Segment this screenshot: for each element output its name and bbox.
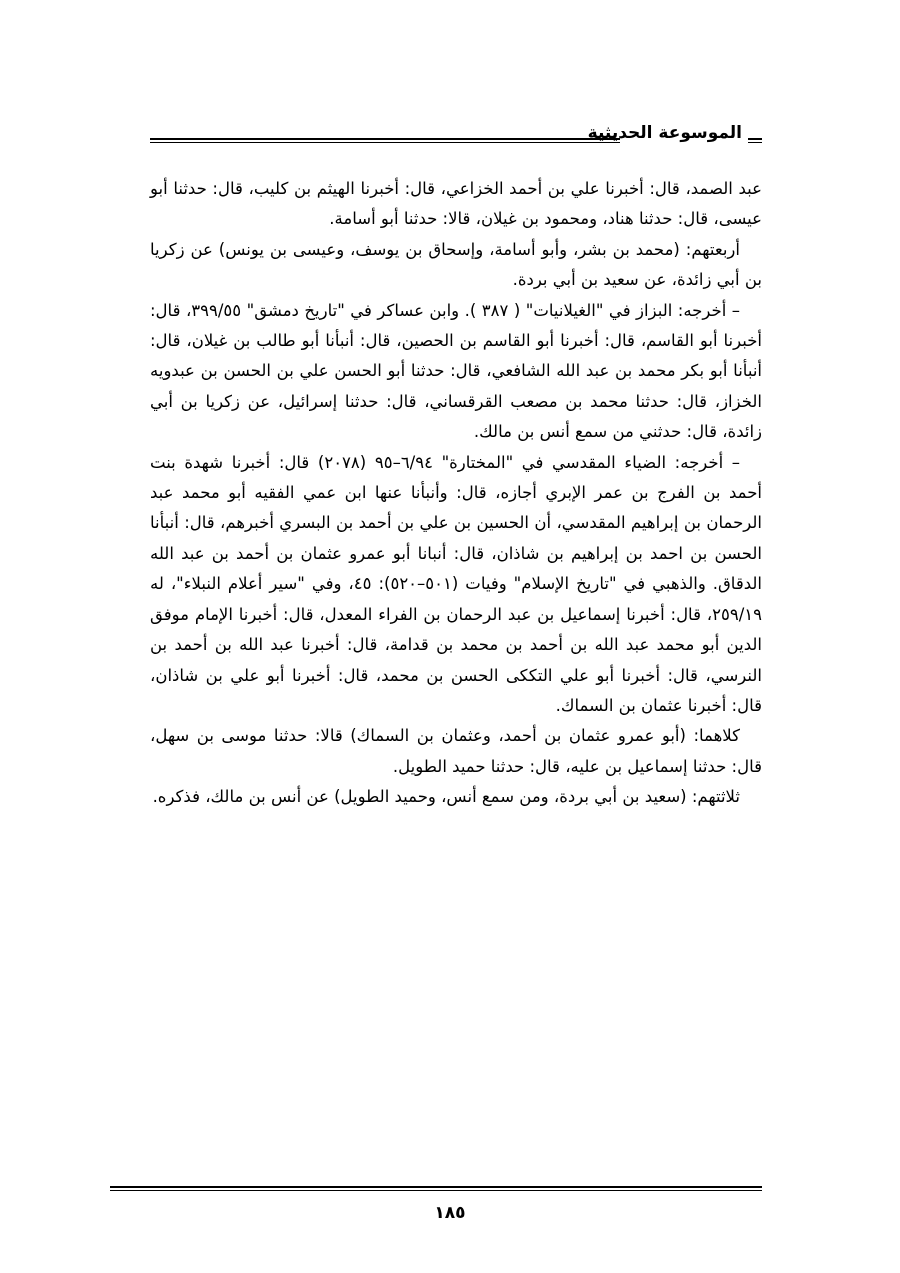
running-title: الموسوعة الحديثية [587,123,742,143]
paragraph-4: – أخرجه: الضياء المقدسي في "المختارة" ٦/٩٤–٩٥ (٢٠٧٨) قال: أخبرنا شهدة بنت أحمد بن الفرج بن عمر الإبري أجازه، قال: وأنبأنا عنها ابن عمي الفقيه أبو محمد عبد الرحمان بن إبراهيم المقدسي، أن الحسين بن علي بن أحمد بن البسري أخبرهم، قال: أنبأنا الحسن بن احمد بن إبراهيم بن شاذان، قال: أنبانا أبو عمرو عثمان بن أحمد بن عبد الله الدقاق. والذهبي في "تاريخ الإسلام" وفيات (٥٠١–٥٢٠): ٤٥، وفي "سير أعلام النبلاء"، له ٢٥٩/١٩، قال: أخبرنا إسماعيل بن عبد الرحمان بن الفراء المعدل، قال: أخبرنا الإمام موفق الدين أبو محمد عبد الله بن أحمد بن محمد بن قدامة، قال: أخبرنا عبد الله بن أحمد بن النرسي، قال: أخبرنا أبو علي التككى الحسن بن محمد، قال: أخبرنا أبو علي بن شاذان، قال: أخبرنا عثمان بن السماك. [150,452,762,715]
body-text [150,174,762,813]
paragraph-3: – أخرجه: البزاز في "الغيلانيات" ( ٣٨٧ ). وابن عساكر في "تاريخ دمشق" ٣٩٩/٥٥، قال: أخبرنا أبو القاسم، قال: أخبرنا أبو القاسم بن الحصين، قال: أنبأنا أبو طالب بن غيلان، قال: أنبأنا أبو بكر محمد بن عبد الله الشافعي، قال: حدثنا أبو الحسن علي بن الحسن بن عبدويه الخزاز، قال: حدثنا محمد بن مصعب القرقساني، قال: حدثنا إسرائيل، عن زكريا بن أبي زائدة، قال: حدثني من سمع أنس بن مالك. [150,300,762,442]
header-rule-short [748,138,762,143]
page-number: ١٨٥ [434,1203,466,1223]
paragraph-1: عبد الصمد، قال: أخبرنا علي بن أحمد الخزاعي، قال: أخبرنا الهيثم بن كليب، قال: حدثنا أبو عيسى، قال: حدثنا هناد، ومحمود بن غيلان، قالا: حدثنا أبو أسامة. [150,179,762,229]
paragraph-2: أربعتهم: (محمد بن بشر، وأبو أسامة، وإسحاق بن يوسف، وعيسى بن يونس) عن زكريا بن أبي زائدة، عن سعيد بن أبي بردة. [150,239,762,290]
paragraph-6: ثلاثتهم: (سعيد بن أبي بردة، ومن سمع أنس، وحميد الطويل) عن أنس بن مالك، فذكره. [152,787,740,807]
header-rule [150,138,620,143]
footer-rule [110,1186,762,1191]
page-header [150,118,762,158]
paragraph-5: كلاهما: (أبو عمرو عثمان بن أحمد، وعثمان بن السماك) قالا: حدثنا موسى بن سهل، قال: حدثنا إسماعيل بن عليه، قال: حدثنا حميد الطويل. [150,726,762,776]
